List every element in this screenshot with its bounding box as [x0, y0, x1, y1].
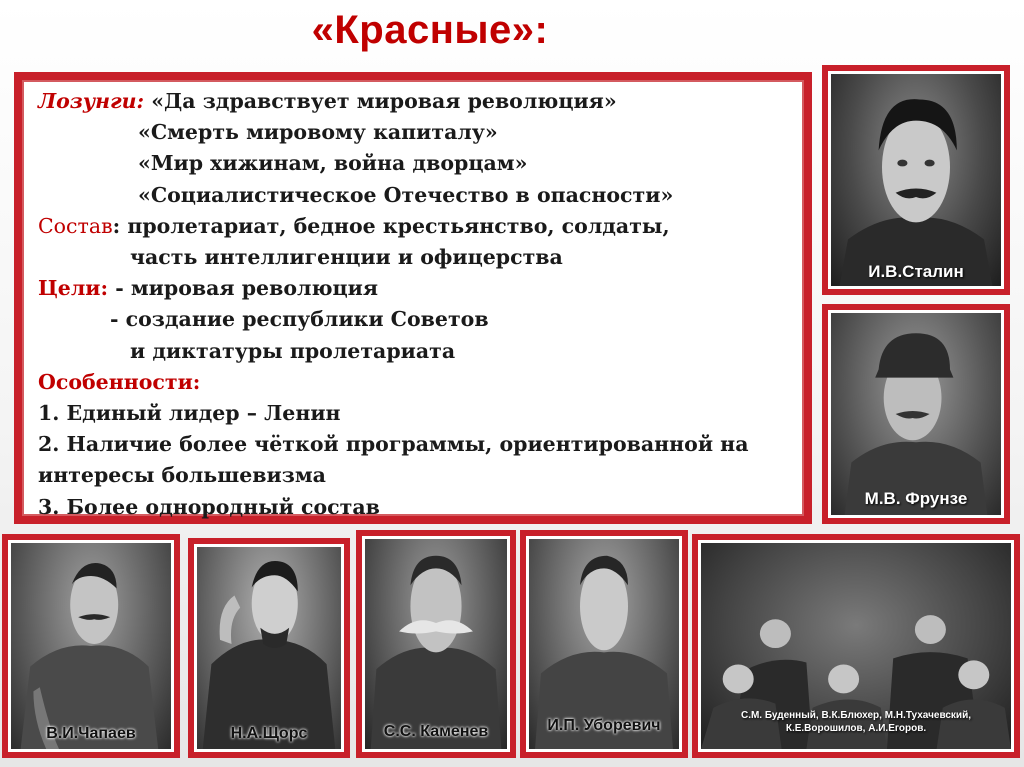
slogan-line-3: «Мир хижинам, война дворцам» — [138, 151, 528, 176]
stalin-silhouette — [831, 74, 1001, 286]
portrait-group — [692, 534, 1020, 758]
composition-line-2: часть интеллигенции и офицерства — [130, 245, 563, 270]
chapaev-photo — [11, 543, 171, 749]
portrait-kamenev — [356, 530, 516, 758]
features-line-3: интересы большевизма — [38, 463, 326, 488]
portrait-uborevich — [520, 530, 688, 758]
features-label: Особенности: — [38, 369, 201, 394]
caption-chapaev: В.И.Чапаев — [46, 725, 136, 742]
caption-group — [701, 709, 1011, 735]
portrait-shchors — [188, 538, 350, 758]
frunze-photo — [831, 313, 1001, 515]
caption-frunze: М.В. Фрунзе — [864, 489, 968, 508]
shchors-photo — [197, 547, 341, 749]
stalin-photo — [831, 74, 1001, 286]
composition-label: Состав — [38, 213, 113, 238]
caption-group-line-2: К.Е.Ворошилов, А.И.Егоров. — [785, 723, 927, 734]
goals-label: Цели: — [38, 276, 109, 301]
shchors-silhouette — [197, 547, 341, 749]
slogan-line-2: «Смерть мировому капиталу» — [138, 120, 498, 145]
kamenev-photo — [365, 539, 507, 749]
kamenev-silhouette — [365, 539, 507, 749]
features-line-4: 3. Более однородный состав — [38, 494, 380, 519]
features-line-1: 1. Единый лидер – Ленин — [38, 401, 341, 426]
goals-line-3: и диктатуры пролетариата — [130, 338, 456, 363]
caption-group-line-1: С.М. Буденный, В.К.Блюхер, М.Н.Тухачевский, — [740, 710, 972, 721]
caption-shchors: Н.А.Щорс — [230, 725, 308, 742]
portrait-frunze — [822, 304, 1010, 524]
text-panel — [14, 72, 812, 524]
caption-kamenev: С.С. Каменев — [383, 723, 489, 740]
caption-stalin: И.В.Сталин — [868, 262, 964, 281]
text-panel-content — [22, 80, 804, 519]
composition-line-1: Состав: пролетариат, бедное крестьянство, солдаты, — [38, 213, 670, 238]
slogan-line-1: Лозунги: «Да здравствует мировая революция» — [38, 89, 617, 113]
portrait-stalin — [822, 65, 1010, 295]
portrait-chapaev — [2, 534, 180, 758]
chapaev-silhouette — [11, 543, 171, 749]
goals-line-2: - создание республики Советов — [110, 307, 489, 332]
features-label-line — [38, 367, 788, 398]
slide-title: «Красные»: — [311, 8, 549, 52]
uborevich-photo — [529, 539, 679, 749]
goals-line-1: Цели: - мировая революция — [38, 276, 378, 301]
group-photo — [701, 543, 1011, 749]
caption-uborevich: И.П. Уборевич — [547, 717, 661, 734]
frunze-silhouette — [831, 313, 1001, 515]
slogan-line-4: «Социалистическое Отечество в опасности» — [138, 182, 674, 207]
features-line-2: 2. Наличие более чёткой программы, ориентированной на — [38, 432, 749, 457]
slogans-label: Лозунги: — [38, 89, 145, 113]
